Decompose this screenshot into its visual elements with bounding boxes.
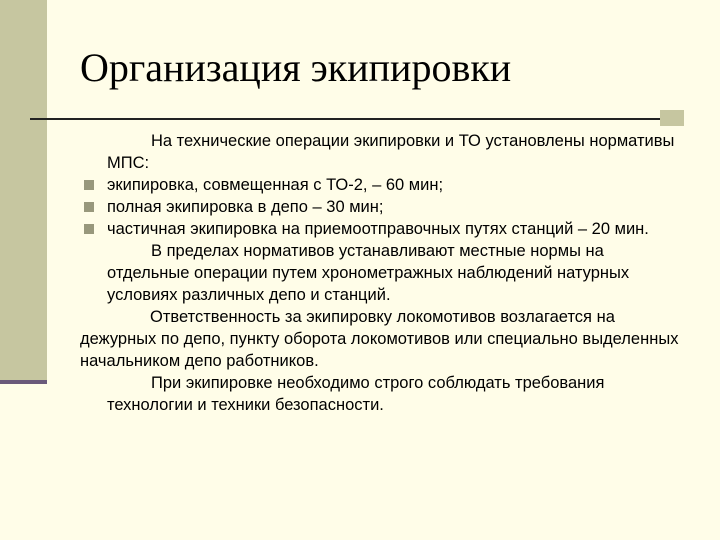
paragraph-responsibility: Ответственность за экипировку локомотивов возлагается на дежурных по депо, пункту оборота локомотивов или специально выделенных начальником депо работников. [80, 308, 679, 370]
list-item-text: экипировка, совмещенная с ТО-2, – 60 мин; [107, 176, 444, 194]
square-bullet-icon [84, 180, 94, 190]
paragraph-safety: При экипировке необходимо строго соблюдать требования технологии и техники безопасности. [107, 374, 605, 414]
slide-body [80, 130, 690, 416]
slide-title: Организация экипировки [80, 45, 512, 90]
title-accent-block [660, 110, 684, 126]
square-bullet-icon [84, 224, 94, 234]
list-item [80, 174, 690, 196]
left-accent-bar [0, 0, 47, 380]
list-item-text: полная экипировка в депо – 30 мин; [107, 198, 384, 216]
title-divider [30, 118, 660, 120]
left-accent-tick [0, 380, 47, 384]
list-item [80, 218, 690, 240]
paragraph-intro: На технические операции экипировки и ТО установлены нормативы МПС: [107, 132, 675, 172]
list-item-text: частичная экипировка на приемоотправочных путях станций – 20 мин. [107, 220, 649, 238]
square-bullet-icon [84, 202, 94, 212]
list-item [80, 196, 690, 218]
paragraph-norms: В пределах нормативов устанавливают местные нормы на отдельные операции путем хронометражных наблюдений натурных условиях различных депо и станций. [107, 242, 630, 304]
